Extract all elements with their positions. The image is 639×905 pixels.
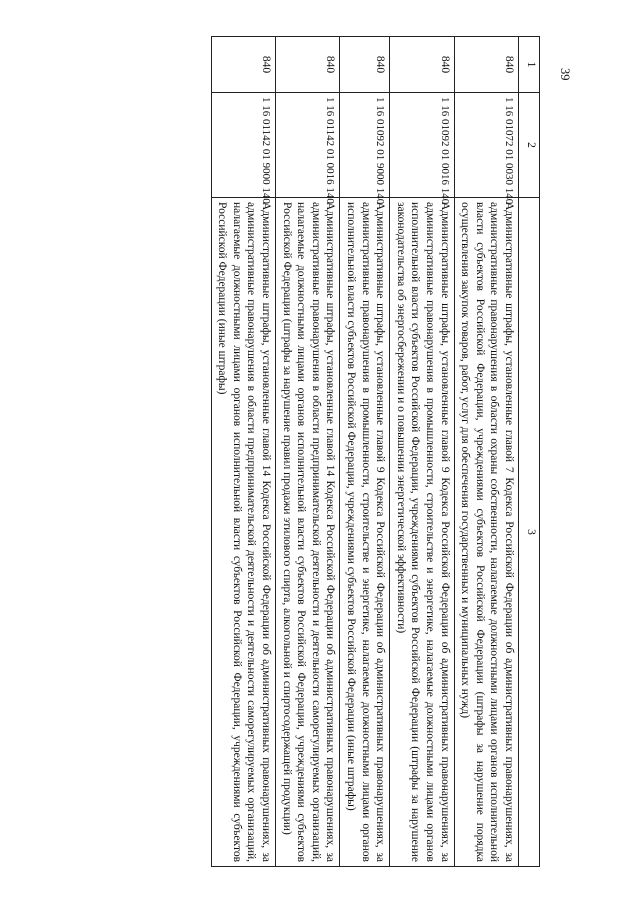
admin-code-cell: 840 (276, 37, 340, 93)
page-number: 39 (558, 68, 572, 81)
description-cell: Административные штрафы, установленные главой 9 Кодекса Российской Федерации об административных правонарушениях, за административные правонарушения в промышленности, строительстве и энергетике, налагаемые должностными лицами органов исполнительной власти субъектов Российской Федерации, учреждениями субъектов Российской Федерации (иные штрафы) (340, 198, 390, 867)
budget-code-cell: 1 16 01092 01 9000 140 (340, 93, 390, 198)
admin-code-cell: 840 (390, 37, 454, 93)
admin-code-cell: 840 (211, 37, 275, 93)
table-row (276, 37, 340, 867)
budget-codes-table (211, 36, 540, 867)
table-row (340, 37, 390, 867)
column-header-1: 1 (519, 37, 540, 93)
table-header (519, 37, 540, 867)
budget-code-cell: 1 16 01142 01 9000 140 (211, 93, 275, 198)
table-body (211, 37, 518, 867)
description-cell: Административные штрафы, установленные главой 7 Кодекса Российской Федерации об административных правонарушениях, за административные правонарушения в области охраны собственности, налагаемые должностными лицами органов исполнительной власти субъектов Российской Федерации, учреждениями субъектов Российской Федерации (штрафы за нарушение порядка осуществления закупок товаров, работ, услуг для обеспечения государственных и муниципальных нужд) (454, 198, 518, 867)
rotated-page-content (120, 36, 540, 866)
table-row (454, 37, 518, 867)
budget-code-cell: 1 16 01142 01 0016 140 (276, 93, 340, 198)
table-row (390, 37, 454, 867)
column-header-2: 2 (519, 93, 540, 198)
description-cell: Административные штрафы, установленные главой 14 Кодекса Российской Федерации об административных правонарушениях, за административные правонарушения в области предпринимательской деятельности и деятельности саморегулируемых организаций, налагаемые должностными лицами органов исполнительной власти субъектов Российской Федерации, учреждениями субъектов Российской Федерации (штрафы за нарушение правил продажи этилового спирта, алкогольной и спиртосодержащей продукции) (276, 198, 340, 867)
description-cell: Административные штрафы, установленные главой 9 Кодекса Российской Федерации об административных правонарушениях, за административные правонарушения в промышленности, строительстве и энергетике, налагаемые должностными лицами органов исполнительной власти субъектов Российской Федерации, учреждениями субъектов Российской Федерации (штрафы за нарушение законодательства об энергосбережении и о повышении энергетической эффективности) (390, 198, 454, 867)
budget-code-cell: 1 16 01072 01 0030 140 (454, 93, 518, 198)
admin-code-cell: 840 (454, 37, 518, 93)
table-row (211, 37, 275, 867)
column-header-3: 3 (519, 198, 540, 867)
header-row (519, 37, 540, 867)
description-cell: Административные штрафы, установленные главой 14 Кодекса Российской Федерации об административных правонарушениях, за административные правонарушения в области предпринимательской деятельности и деятельности саморегулируемых организаций, налагаемые должностными лицами органов исполнительной власти субъектов Российской Федерации, учреждениями субъектов Российской Федерации (иные штрафы) (211, 198, 275, 867)
budget-code-cell: 1 16 01092 01 0016 140 (390, 93, 454, 198)
admin-code-cell: 840 (340, 37, 390, 93)
